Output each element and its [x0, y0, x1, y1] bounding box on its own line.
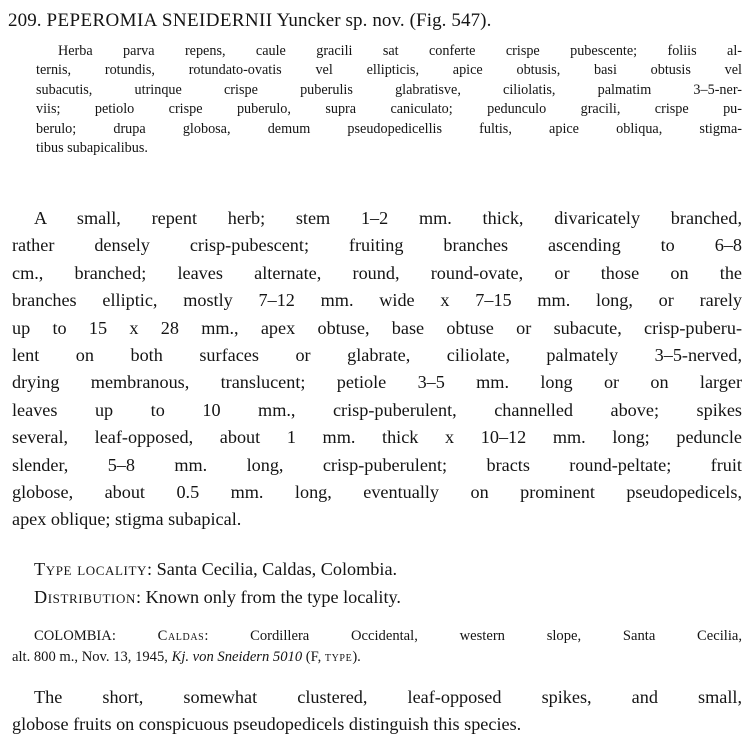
specimen-altitude-date: alt. 800 m., Nov. 13, 1945,	[12, 648, 168, 665]
distribution-colon: :	[135, 587, 146, 607]
latin-description	[36, 42, 742, 158]
species-heading	[8, 8, 742, 34]
english-description	[12, 205, 742, 534]
type-locality-value: Santa Cecilia, Caldas, Colombia.	[156, 559, 398, 579]
latin-line: berulo; drupa globosa, demum pseudopedicellis fultis, apice obliqua, stigma-	[36, 120, 742, 137]
closing-line: globose fruits on conspicuous pseudopedicels distinguish this species.	[12, 714, 522, 735]
distribution-value: Known only from the type locality.	[145, 587, 401, 607]
closing-line: The short, somewhat clustered, leaf-opposed spikes, and small,	[34, 687, 742, 707]
english-line: drying membranous, translucent; petiole 3–5 mm. long or on larger	[12, 372, 742, 393]
specimen-line: COLOMBIA: Caldas: Cordillera Occidental, western slope, Santa Cecilia,	[34, 628, 743, 644]
latin-line: viis; petiolo crispe puberulo, supra caniculato; pedunculo gracili, crispe pu-	[36, 101, 742, 118]
specimen-line	[12, 647, 742, 668]
english-line: cm., branched; leaves alternate, round, round-ovate, or those on the	[12, 262, 742, 283]
english-line: slender, 5–8 mm. long, crisp-puberulent; bracts round-peltate; fruit	[12, 454, 742, 475]
english-line: branches elliptic, mostly 7–12 mm. wide x 7–15 mm. long, or rarely	[12, 290, 742, 311]
specimen-collector: Kj. von Sneidern 5010	[171, 648, 303, 665]
diagnostic-note	[12, 684, 742, 739]
english-line: lent on both surfaces or glabrate, ciliolate, palmately 3–5-nerved,	[12, 345, 742, 366]
latin-line: tibus subapicalibus.	[36, 140, 148, 157]
species-number: 209.	[8, 10, 42, 31]
english-line: A small, repent herb; stem 1–2 mm. thick, divaricately branched,	[34, 208, 742, 228]
latin-line: ternis, rotundis, rotundato-ovatis vel ellipticis, apice obtusis, basi obtusis vel	[36, 62, 742, 79]
distribution-label: Distribution	[34, 587, 136, 607]
specimen-country: COLOMBIA	[34, 628, 112, 644]
english-line: leaves up to 10 mm., crisp-puberulent, channelled above; spikes	[12, 399, 742, 420]
specimen-type-status: type	[324, 648, 353, 665]
species-name: PEPEROMIA SNEIDERNII	[46, 10, 273, 31]
type-locality	[34, 556, 742, 583]
english-line: several, leaf-opposed, about 1 mm. thick x 10–12 mm. long; peduncle	[12, 427, 742, 448]
distribution	[34, 584, 742, 611]
latin-line: Herba parva repens, caule gracili sat conferte crispe pubescente; foliis al-	[58, 43, 742, 59]
specimen-department: Caldas	[157, 628, 205, 644]
type-locality-colon: :	[147, 559, 157, 579]
latin-line: subacutis, utrinque crispe puberulis glabratisve, ciliolatis, palmatim 3–5-ner-	[36, 81, 742, 98]
specimen-locality: Cordillera Occidental, western slope, Santa Cecilia,	[250, 628, 743, 644]
type-locality-label: Type locality	[34, 559, 148, 579]
specimen-citation	[12, 626, 742, 667]
english-line: up to 15 x 28 mm., apex obtuse, base obtuse or subacute, crisp-puberu-	[12, 317, 742, 338]
english-line: globose, about 0.5 mm. long, eventually on prominent pseudopedicels,	[12, 482, 742, 503]
species-status: sp. nov.	[345, 10, 405, 31]
figure-reference: (Fig. 547).	[409, 10, 492, 31]
species-author: Yuncker	[276, 10, 341, 31]
specimen-herbarium-close: ).	[352, 648, 361, 665]
english-line: rather densely crisp-pubescent; fruiting branches ascending to 6–8	[12, 235, 742, 256]
english-line: apex oblique; stigma subapical.	[12, 509, 242, 530]
specimen-herbarium: (F,	[305, 648, 322, 665]
